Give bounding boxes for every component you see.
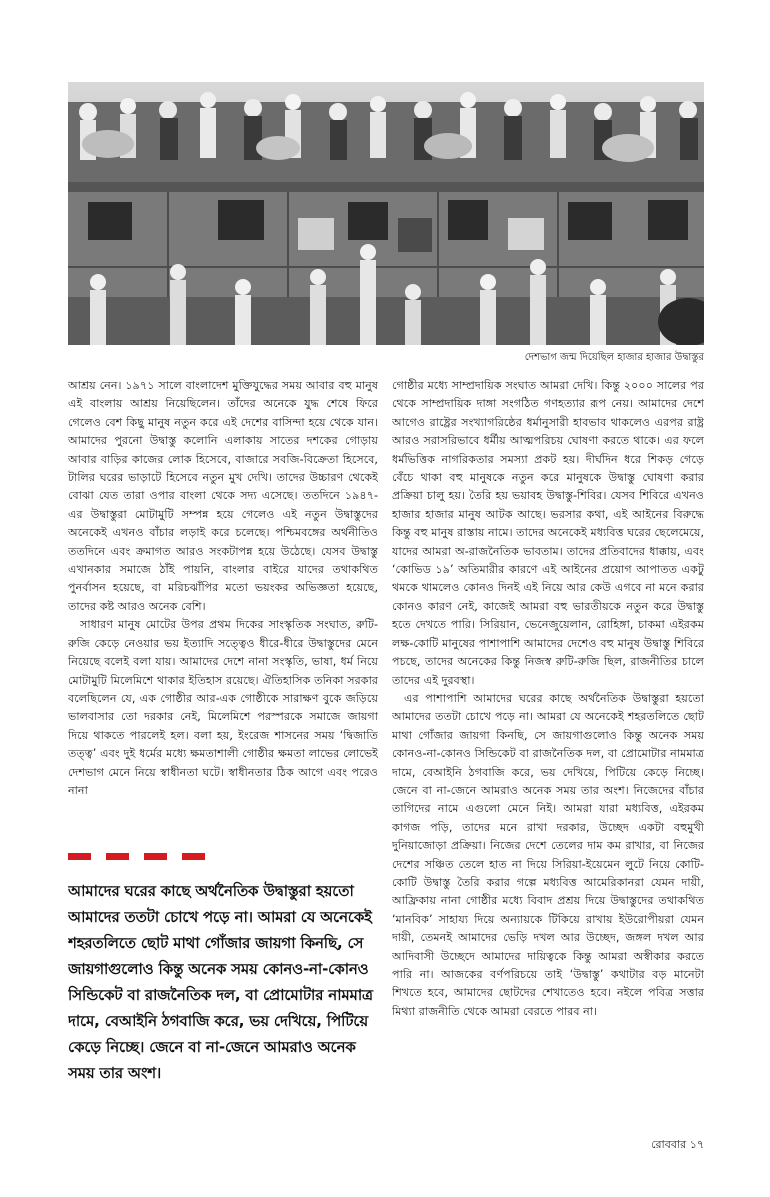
left-paragraph-2: সাধারণ মানুষ মোটের উপর প্রথম দিকের সাংস্কৃতিক সংঘাত, রুটি-রুজি কেড়ে নেওয়ার ভয় ইত্যাদি সত্ত্বেও ধীরে-ধীরে উদ্বাস্তুদের মেনে নিয়েছে বলেই বলা যায়। আমাদের দেশে নানা সংস্কৃতি, ভাষা, ধর্ম নিয়ে মোটামুটি মিলেমিশে থাকার ইতিহাস রয়েছে। ঐতিহাসিক তনিকা সরকার বলেছিলেন যে, এক গোষ্ঠীর আর-এক গোষ্ঠীকে সারাক্ষণ বুকে জড়িয়ে ভালবাসার তো দরকার নেই, মিলেমিশে পরস্পরকে সমাজে জায়গা দিয়ে থাকতে পারলেই হল। বলা হয়, ইংরেজ শাসনের সময় ‘দ্বিজাতি তত্ত্ব’ এবং দুই ধর্মের মধ্যে ক্ষমতাশালী গোষ্ঠীর ক্ষমতা লাভের লোভেই দেশভাগ মেনে নিয়ে স্বাধীনতা ঘটে। স্বাধীনতার ঠিক আগে এবং পরেও নানা xyxy=(68,618,378,797)
red-dash-2 xyxy=(106,853,129,860)
left-column xyxy=(68,377,378,837)
train-photo-icon xyxy=(68,82,704,345)
red-dash-1 xyxy=(68,853,91,860)
partition-train-photo xyxy=(68,82,704,345)
right-paragraph-1: গোষ্ঠীর মধ্যে সাম্প্রদায়িক সংঘাত আমরা দেখি। কিন্তু ২০০০ সালের পর থেকে সাম্প্রদায়িক দাঙ্গা সংগঠিত গণহত্যার রূপ নেয়। আমাদের দেশে আগেও রাষ্ট্রের সংখ্যাগরিষ্ঠের ধর্মানুসারী হাবভাব থাকলেও এরপর রাষ্ট্র আরও সরাসরিভাবে ধর্মীয় আত্মপরিচয় ঘোষণা করতে থাকে। এর ফলে ধর্মভিত্তিক নাগরিকতার সমস্যা প্রকট হয়। দীর্ঘদিন ধরে শিকড় গেড়ে বেঁচে থাকা বহু মানুষকে নতুন করে মানুষকে উদ্বাস্তু ঘোষণা করার প্রক্রিয়া চালু হয়। তৈরি হয় ভয়াবহ উদ্বাস্তু-শিবির। যেসব শিবিরে এখনও হাজার হাজার মানুষ আটক আছে। ভরসার কথা, এই আইনের বিরুদ্ধে কিন্তু বহু মানুষ রাস্তায় নামে। তাদের অনেকেই মধ্যবিত্ত ঘরের ছেলেমেয়ে, যাদের আমরা অ-রাজনৈতিক ভাবতাম। তাদের প্রতিবাদের ধাক্কায়, এবং ‘কোভিড ১৯’ অতিমারীর কারণে এই আইনের প্রয়োগ আপাতত একটু থমকে থামলেও কোনও দিনই এই নিয়ে আর কেউ এগবে না মনে করার কোনও কারণ নেই, কাজেই আমরা বহু ভারতীয়কে নতুন করে উদ্বাস্তু হতে দেখতে পারি। সিরিয়ান, ভেনেজুয়েলান, রোহিঙ্গা, চাকমা এইরকম লক্ষ-কোটি মানুষের পাশাপাশি আমাদের দেশেও বহু মানুষ উদ্বাস্তু শিবিরে পচছে, তাদের অনেকের কিন্তু নিজস্ব রুটি-রুজি ছিল, রাজনীতির চালে তাদের এই দুরবস্থা। xyxy=(392,379,704,687)
pull-quote: আমাদের ঘরের কাছে অর্থনৈতিক উদ্বাস্তুরা হয়তো আমাদের ততটা চোখে পড়ে না। আমরা যে অনেকেই শহরতলিতে ছোট মাথা গোঁজার জায়গা কিনছি, সে জায়গাগুলোও কিন্তু অনেক সময় কোনও-না-কোনও সিন্ডিকেট বা রাজনৈতিক দল, বা প্রোমোটার নামমাত্র দামে, বেআইনি ঠগবাজি করে, ভয় দেখিয়ে, পিটিয়ে কেড়ে নিচ্ছে। জেনে বা না-জেনে আমরাও অনেক সময় তার অংশ। xyxy=(68,882,373,1082)
red-dash-3 xyxy=(144,853,167,860)
page-folio: রোববার ১৭ xyxy=(651,1138,704,1151)
red-dash-4 xyxy=(182,853,205,860)
photo-caption: দেশভাগ জন্ম দিয়েছিল হাজার হাজার উদ্বাস্তুর xyxy=(524,352,704,363)
right-paragraph-2: এর পাশাপাশি আমাদের ঘরের কাছে অর্থনৈতিক উদ্বাস্তুরা হয়তো আমাদের ততটা চোখে পড়ে না। আমরা যে অনেকেই শহরতলিতে ছোট মাথা গোঁজার জায়গা কিনছি, সে জায়গাগুলোও কিন্তু অনেক সময় কোনও-না-কোনও সিন্ডিকেট বা রাজনৈতিক দল, বা প্রোমোটার নামমাত্র দামে, বেআইনি ঠগবাজি করে, ভয় দেখিয়ে, পিটিয়ে কেড়ে নিচ্ছে। জেনে বা না-জেনে আমরাও অনেক সময় তার অংশ। নিজেদের বাঁচার তাগিদের নামে এগুলো মেনে নিই। আমরা যারা মধ্যবিত্ত, এইরকম কাগজ পড়ি, তাদের মনে রাখা দরকার, উচ্ছেদ একটা বহুমুখী দুনিয়াজোড়া প্রক্রিয়া। নিজের দেশে তেলের দাম কম রাখার, বা নিজের দেশের সঞ্চিত তেলে হাত না দিয়ে সিরিয়া-ইয়েমেন লুটে নিয়ে কোটি-কোটি উদ্বাস্তু তৈরি করার গল্পে মধ্যবিত্ত আমেরিকানরা যেমন দায়ী, আফ্রিকায় নানা গোষ্ঠীর মধ্যে বিবাদ প্রশ্রয় দিয়ে উদ্বাস্তুদের তথাকথিত ‘মানবিক’ সাহায্য দিয়ে অন্যায়কে টিকিয়ে রাখায় ইউরোপীয়রা যেমন দায়ী, তেমনই আমাদের ভেড়ি দখল আর উচ্ছেদ, জঙ্গল দখল আর আদিবাসী উচ্ছেদে আমাদের দায়িত্বকে কিন্তু আমরা অস্বীকার করতে পারি না। আজকের বর্ণপরিচয়ে তাই ‘উদ্বাস্তু’ কথাটার বড় মানেটা শিখতে হবে, আমাদের ছোটদের শেখাতেও হবে। নইলে পবিত্র সত্তার মিথ্যা রাজনীতি থেকে আমরা বেরতে পারব না। xyxy=(392,691,704,1018)
right-column xyxy=(392,377,704,1097)
left-paragraph-1: আশ্রয় নেন। ১৯৭১ সালে বাংলাদেশ মুক্তিযুদ্ধের সময় আবার বহু মানুষ এই বাংলায় আশ্রয় নিয়েছিলেন। তাঁদের অনেকে যুদ্ধ শেষে ফিরে গেলেও বেশ কিছু মানুষ নতুন করে এই দেশের বাসিন্দা হয়ে থেকে যান। আমাদের পুরনো উদ্বাস্তু কলোনি এলাকায় সাতের দশকের গোড়ায় আবার বাড়ির কাজের লোক হিসেবে, বাজারে সবজি-বিক্রেতা হিসেবে, টালির ঘরের ভাড়াটে হিসেবে নতুন মুখ দেখি। তাদের উচ্চারণ থেকেই বোঝা যেত তারা ওপার বাংলা থেকে সদ্য এসেছে। ততদিনে ১৯৪৭-এর উদ্বাস্তুরা মোটামুটি সম্পন্ন হয়ে গেলেও এই নতুন উদ্বাস্তুদের অনেকেই এখনও বাঁচার লড়াই করে চলেছে। পশ্চিমবঙ্গের অর্থনীতিও ততদিনে এবং ক্রমাগত আরও সংকটাপন্ন হয়ে উঠেছে। যেসব উদ্বাস্তু এখানকার সমাজে ঠাঁই পায়নি, বাংলার বাইরে যাদের তথাকথিত পুনর্বাসন হয়েছে, বা মরিচঝাঁপির মতো ভয়ংকর অভিজ্ঞতা হয়েছে, তাদের কষ্ট আরও অনেক বেশি। xyxy=(68,379,378,613)
